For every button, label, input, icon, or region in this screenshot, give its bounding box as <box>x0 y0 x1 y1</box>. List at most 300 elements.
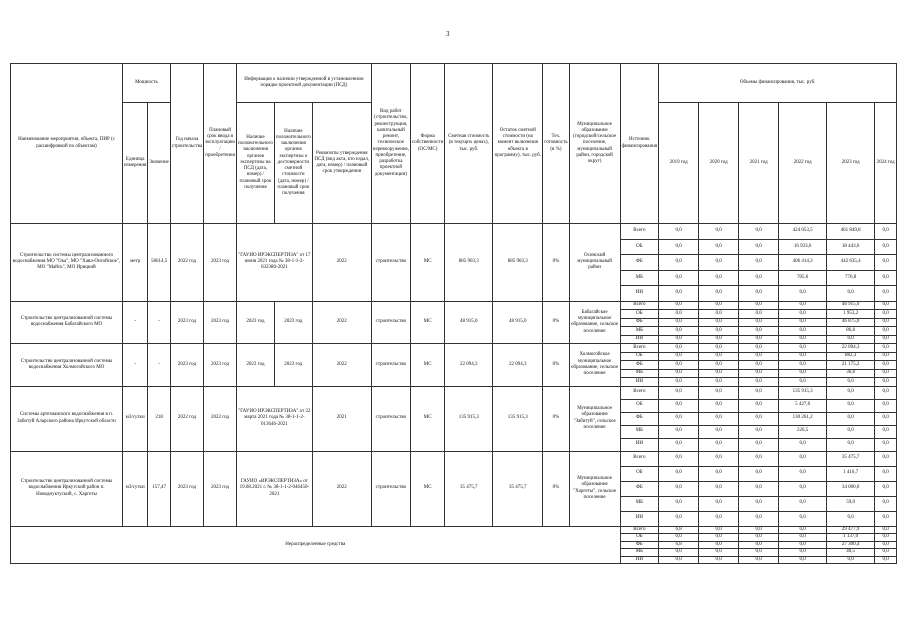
funding-value: 0,0 <box>875 286 897 302</box>
funding-value: 0,0 <box>739 451 779 466</box>
municipality: Муниципальное образование "Забитуй", сельское поселение <box>569 386 620 451</box>
funding-value: 0,0 <box>659 549 699 557</box>
funding-value: 0,0 <box>779 549 827 557</box>
funding-value: 0,0 <box>659 318 699 327</box>
header-psd-conclusion: Наличие положительного заключения органов экспертизы на ПСД (дата, номер) / плановый срок получения <box>237 103 275 224</box>
funding-value: 0,0 <box>739 378 779 387</box>
remaining-cost: 885 903,3 <box>493 224 543 302</box>
funding-value: 0,0 <box>875 526 897 534</box>
plan-year: 2023 год <box>204 451 237 526</box>
funding-value: 0,0 <box>779 369 827 378</box>
funding-source: МБ <box>620 369 659 378</box>
funding-value: 0,0 <box>779 451 827 466</box>
psd-approval: 2021 <box>312 386 371 451</box>
funding-value: 0,0 <box>739 286 779 302</box>
funding-value: 0,0 <box>699 301 739 310</box>
psd-conclusion: "ГАУИО ИРЭКСПЕРТИЗА" от 17 июня 2021 года № 38-1-1-2-032380-2021 <box>237 224 313 302</box>
funding-value: 0,0 <box>875 352 897 361</box>
funding-value: 0,0 <box>699 549 739 557</box>
table-body <box>11 224 897 564</box>
funding-value: 0,0 <box>779 352 827 361</box>
funding-value: 0,0 <box>779 526 827 534</box>
work-type: строительство <box>371 344 410 387</box>
header-psd-info: Информация о наличии утвержденной в установленном порядке проектной документации (ПСД) <box>237 64 372 103</box>
funding-value: 442 635,4 <box>827 255 875 271</box>
funding-value: 0,0 <box>875 425 897 438</box>
funding-value: 0,0 <box>659 496 699 511</box>
funding-value: 48 915,0 <box>827 301 875 310</box>
funding-value: 0,0 <box>699 352 739 361</box>
funding-value: 0,0 <box>875 511 897 526</box>
funding-value: 86,8 <box>827 327 875 336</box>
funding-value: 0,0 <box>875 496 897 511</box>
funding-value: 0,0 <box>827 286 875 302</box>
table-row <box>11 301 897 310</box>
header-start-year: Год начала строительства <box>170 64 203 224</box>
psd-conclusion: ГАУИО «ИРЭКСПЕРТИЗА» от 19.08.2021 г. № 38-1-1-2-046450-2021 <box>237 451 313 526</box>
funding-value: 0,0 <box>659 378 699 387</box>
header-psd-cost-conclusion: Наличие положительного заключения органов экспертизы о достоверности сметной стоимости (дата, номер) / плановый срок получения <box>274 103 312 224</box>
psd-approval: 2022 <box>312 301 371 344</box>
power-unit: - <box>123 301 148 344</box>
funding-value: 0,0 <box>739 310 779 319</box>
funding-value: 0,0 <box>739 361 779 370</box>
funding-value: 0,0 <box>659 481 699 496</box>
readiness: 0% <box>543 451 569 526</box>
funding-source: ОБ <box>620 310 659 319</box>
ownership: МС <box>411 224 445 302</box>
header-year-2022: 2022 год <box>779 103 827 224</box>
psd-approval: 2022 <box>312 224 371 302</box>
funding-value: 0,0 <box>739 481 779 496</box>
funding-value: 0,0 <box>659 361 699 370</box>
funding-value: 0,0 <box>659 511 699 526</box>
funding-value: 0,0 <box>779 481 827 496</box>
municipality: Муниципальное образование "Харгеты", сельское поселение <box>569 451 620 526</box>
funding-value: 0,0 <box>875 534 897 542</box>
funding-value: 0,0 <box>699 335 739 344</box>
psd-cost-conclusion: 2023 год <box>274 344 312 387</box>
plan-year: 2022 год <box>204 386 237 451</box>
funding-source: ИИ <box>620 378 659 387</box>
funding-value: 0,0 <box>875 318 897 327</box>
plan-year: 2023 год <box>204 224 237 302</box>
funding-value: 0,0 <box>827 556 875 564</box>
estimate-cost: 22 094,3 <box>445 344 493 387</box>
header-year-2019: 2019 год <box>659 103 699 224</box>
funding-value: 0,0 <box>659 412 699 425</box>
funding-value: 36,8 <box>827 369 875 378</box>
funding-value: 0,0 <box>659 335 699 344</box>
header-readiness: Тех. готовность (в %) <box>543 64 569 224</box>
header-estimate-cost: Сметная стоимость (в текущих ценах), тыс. руб. <box>445 64 493 224</box>
funding-value: 0,0 <box>659 438 699 451</box>
work-type: строительство <box>371 224 410 302</box>
funding-value: 0,0 <box>659 399 699 412</box>
funding-value: 0,0 <box>779 310 827 319</box>
funding-value: 770,8 <box>827 270 875 286</box>
table-header <box>11 64 897 224</box>
header-power: Мощность <box>123 64 171 103</box>
estimate-cost: 885 903,3 <box>445 224 493 302</box>
funding-value: 0,0 <box>699 327 739 336</box>
funding-source: ОБ <box>620 352 659 361</box>
funding-value: 0,0 <box>699 556 739 564</box>
funding-value: 0,0 <box>827 511 875 526</box>
funding-value: 0,0 <box>779 511 827 526</box>
start-year: 2022 год <box>170 386 203 451</box>
funding-value: 0,0 <box>659 344 699 353</box>
page-number: 3 <box>446 30 450 38</box>
power-value: - <box>148 344 171 387</box>
start-year: 2023 год <box>170 301 203 344</box>
funding-value: 0,0 <box>739 255 779 271</box>
funding-value: 0,0 <box>779 541 827 549</box>
funding-value: 0,0 <box>779 327 827 336</box>
funding-value: 0,0 <box>779 318 827 327</box>
funding-value: 0,0 <box>739 541 779 549</box>
funding-value: 461 849,8 <box>827 224 875 240</box>
funding-value: 0,0 <box>659 270 699 286</box>
funding-value: 0,0 <box>875 399 897 412</box>
funding-value: 5 427,6 <box>779 399 827 412</box>
funding-value: 0,0 <box>699 369 739 378</box>
funding-value: 0,0 <box>875 386 897 399</box>
header-power-unit: Единица измерения <box>123 103 148 224</box>
funding-value: 0,0 <box>659 425 699 438</box>
funding-value: 0,0 <box>699 438 739 451</box>
funding-source: Всего <box>620 224 659 240</box>
funding-source: ФБ <box>620 318 659 327</box>
funding-value: 0,0 <box>699 318 739 327</box>
funding-value: 0,0 <box>739 270 779 286</box>
funding-value: 0,0 <box>875 541 897 549</box>
funding-value: 0,0 <box>699 451 739 466</box>
funding-value: 0,0 <box>779 361 827 370</box>
funding-value: 0,0 <box>827 425 875 438</box>
object-name: Строительство централизованной системы водоснабжения Бабагайского МО <box>11 301 123 344</box>
financing-table <box>10 63 897 564</box>
psd-approval: 2022 <box>312 451 371 526</box>
funding-value: 0,0 <box>779 301 827 310</box>
funding-value: 0,0 <box>699 361 739 370</box>
funding-source: ФБ <box>620 361 659 370</box>
funding-source: Всего <box>620 301 659 310</box>
funding-value: 21 175,2 <box>827 361 875 370</box>
funding-value: 0,0 <box>659 239 699 255</box>
funding-value: 0,0 <box>739 369 779 378</box>
funding-value: 0,0 <box>739 556 779 564</box>
funding-value: 135 915,3 <box>779 386 827 399</box>
funding-value: 0,0 <box>739 534 779 542</box>
funding-value: 0,0 <box>875 369 897 378</box>
funding-source: ОБ <box>620 466 659 481</box>
funding-value: 0,0 <box>699 412 739 425</box>
funding-value: 0,0 <box>739 344 779 353</box>
funding-value: 29 477,9 <box>827 526 875 534</box>
funding-source: ИИ <box>620 438 659 451</box>
funding-value: 0,0 <box>875 378 897 387</box>
funding-value: 0,0 <box>699 270 739 286</box>
estimate-cost: 48 915,0 <box>445 301 493 344</box>
estimate-cost: 135 915,3 <box>445 386 493 451</box>
funding-value: 0,0 <box>699 286 739 302</box>
funding-value: 0,0 <box>779 438 827 451</box>
header-plan-year: Плановый срок ввода в эксплуатацию / приобретения <box>204 64 237 224</box>
funding-value: 0,0 <box>739 496 779 511</box>
funding-value: 0,0 <box>875 255 897 271</box>
remaining-cost: 48 915,0 <box>493 301 543 344</box>
funding-value: 0,0 <box>699 386 739 399</box>
object-name: Системы артезианского водоснабжения в п. Забитуй Аларского района Иркутской области <box>11 386 123 451</box>
funding-value: 0,0 <box>875 335 897 344</box>
funding-value: 0,0 <box>739 301 779 310</box>
unallocated-label: Нераспределенные средства <box>11 526 621 564</box>
ownership: МС <box>411 301 445 344</box>
funding-value: 0,0 <box>875 466 897 481</box>
start-year: 2023 год <box>170 344 203 387</box>
power-unit: м3/сутки <box>123 386 148 451</box>
funding-value: 0,0 <box>875 549 897 557</box>
funding-value: 0,0 <box>739 386 779 399</box>
readiness: 0% <box>543 301 569 344</box>
funding-source: ФБ <box>620 255 659 271</box>
table-row <box>11 224 897 240</box>
funding-value: 0,0 <box>739 511 779 526</box>
funding-source: МБ <box>620 425 659 438</box>
funding-value: 0,0 <box>739 412 779 425</box>
funding-value: 0,0 <box>659 327 699 336</box>
funding-value: 0,0 <box>659 352 699 361</box>
power-value: 157,47 <box>148 451 171 526</box>
remaining-cost: 22 094,3 <box>493 344 543 387</box>
funding-source: ИИ <box>620 335 659 344</box>
funding-value: 0,0 <box>699 511 739 526</box>
funding-value: 1 137,0 <box>827 534 875 542</box>
funding-value: 46 875,0 <box>827 318 875 327</box>
funding-value: 0,0 <box>699 224 739 240</box>
funding-value: 0,0 <box>875 412 897 425</box>
funding-value: 0,0 <box>779 496 827 511</box>
funding-value: 882,3 <box>827 352 875 361</box>
funding-source: ОБ <box>620 399 659 412</box>
funding-value: 226,5 <box>779 425 827 438</box>
funding-value: 59,0 <box>827 496 875 511</box>
funding-value: 0,0 <box>659 301 699 310</box>
ownership: МС <box>411 451 445 526</box>
funding-value: 1 416,7 <box>827 466 875 481</box>
funding-value: 0,0 <box>699 399 739 412</box>
funding-value: 0,0 <box>739 425 779 438</box>
funding-value: 0,0 <box>659 310 699 319</box>
funding-source: Всего <box>620 526 659 534</box>
funding-value: 0,0 <box>827 412 875 425</box>
funding-value: 0,0 <box>659 534 699 542</box>
funding-value: 0,0 <box>875 556 897 564</box>
funding-source: ИИ <box>620 286 659 302</box>
plan-year: 2023 год <box>204 344 237 387</box>
funding-value: 1 953,2 <box>827 310 875 319</box>
object-name: Строительство централизованной системы водоснабжения Холмогойского МО <box>11 344 123 387</box>
readiness: 0% <box>543 224 569 302</box>
funding-value: 0,0 <box>699 255 739 271</box>
funding-value: 0,0 <box>659 386 699 399</box>
funding-value: 0,0 <box>875 301 897 310</box>
funding-value: 0,0 <box>739 438 779 451</box>
funding-value: 0,0 <box>875 438 897 451</box>
funding-value: 0,0 <box>827 438 875 451</box>
funding-source: МБ <box>620 496 659 511</box>
funding-value: 0,0 <box>659 556 699 564</box>
funding-source: ФБ <box>620 412 659 425</box>
plan-year: 2023 год <box>204 301 237 344</box>
funding-source: ИИ <box>620 511 659 526</box>
work-type: строительство <box>371 386 410 451</box>
psd-approval: 2022 <box>312 344 371 387</box>
funding-value: 0,0 <box>875 310 897 319</box>
funding-value: 0,0 <box>827 399 875 412</box>
funding-value: 0,0 <box>699 310 739 319</box>
funding-value: 0,0 <box>699 344 739 353</box>
power-value: - <box>148 301 171 344</box>
header-power-value: Значение <box>148 103 171 224</box>
funding-value: 18 443,6 <box>827 239 875 255</box>
funding-value: 0,0 <box>827 386 875 399</box>
funding-source: МБ <box>620 327 659 336</box>
funding-value: 0,0 <box>739 399 779 412</box>
table-row <box>11 526 897 534</box>
header-psd-approval: Реквизиты утверждения ПСД (вид акта, кто издал, дата, номер) / плановый срок утверждения <box>312 103 371 224</box>
funding-value: 705,6 <box>779 270 827 286</box>
header-remaining-cost: Остаток сметной стоимости (на момент включения объекта в программу), тыс. руб. <box>493 64 543 224</box>
object-name: Строительство централизованной системы водоснабжения Иркутский район п. Новоднуктуский, с. Харгеты <box>11 451 123 526</box>
header-work-type: Вид работ (строительство, реконструкция, капитальный ремонт, техническое перевооружение, приобретение, разработка проектной документации) <box>371 64 410 224</box>
funding-value: 0,0 <box>659 466 699 481</box>
funding-source: Всего <box>620 386 659 399</box>
funding-source: ФБ <box>620 481 659 496</box>
power-unit: метр <box>123 224 148 302</box>
funding-value: 0,0 <box>739 549 779 557</box>
funding-value: 0,0 <box>779 556 827 564</box>
funding-value: 0,0 <box>699 541 739 549</box>
remaining-cost: 135 915,3 <box>493 386 543 451</box>
power-value: 58614,5 <box>148 224 171 302</box>
funding-value: 27 300,4 <box>827 541 875 549</box>
funding-value: 0,0 <box>779 335 827 344</box>
funding-value: 16 933,6 <box>779 239 827 255</box>
header-municipality: Муниципальное образование (городской/сельское поселение, муниципальный район, городской округ) <box>569 64 620 224</box>
funding-value: 0,0 <box>659 224 699 240</box>
funding-value: 22 094,3 <box>827 344 875 353</box>
estimate-cost: 35 475,7 <box>445 451 493 526</box>
start-year: 2022 год <box>170 224 203 302</box>
funding-source: Всего <box>620 451 659 466</box>
funding-value: 34 000,0 <box>827 481 875 496</box>
psd-conclusion: 2023 год <box>237 344 275 387</box>
power-unit: - <box>123 344 148 387</box>
funding-value: 0,0 <box>875 327 897 336</box>
funding-value: 0,0 <box>827 335 875 344</box>
funding-value: 0,0 <box>699 239 739 255</box>
funding-value: 0,0 <box>659 286 699 302</box>
funding-value: 130 261,2 <box>779 412 827 425</box>
municipality: Бабагайское муниципальное образование, сельское поселение <box>569 301 620 344</box>
funding-value: 0,0 <box>739 318 779 327</box>
header-ownership: Форма собственности (ОС/МС) <box>411 64 445 224</box>
funding-value: 0,0 <box>739 335 779 344</box>
funding-value: 0,0 <box>779 534 827 542</box>
funding-value: 0,0 <box>779 286 827 302</box>
funding-value: 0,0 <box>659 451 699 466</box>
funding-value: 0,0 <box>699 526 739 534</box>
header-name: Наименование мероприятия, объекта, ПИР (с расшифровкой по объектам) <box>11 64 123 224</box>
header-volumes: Объемы финансирования, тыс. руб. <box>659 64 897 103</box>
funding-value: 0,0 <box>779 466 827 481</box>
municipality: Холмогойское муниципальное образование, сельское поселение <box>569 344 620 387</box>
funding-value: 0,0 <box>699 425 739 438</box>
remaining-cost: 35 475,7 <box>493 451 543 526</box>
ownership: МС <box>411 344 445 387</box>
table-row <box>11 344 897 353</box>
funding-value: 0,0 <box>875 344 897 353</box>
funding-value: 0,0 <box>739 526 779 534</box>
funding-source: ОБ <box>620 534 659 542</box>
psd-conclusion: 2023 год <box>237 301 275 344</box>
funding-value: 6,8 <box>659 541 699 549</box>
funding-value: 0,0 <box>875 224 897 240</box>
funding-value: 0,0 <box>875 239 897 255</box>
funding-source: ИИ <box>620 556 659 564</box>
psd-conclusion: "ГАУИО ИРЭКСПЕРТИЗА" от 22 марта 2021 года № 38-1-1-2-013646-2021 <box>237 386 313 451</box>
funding-value: 0,0 <box>779 344 827 353</box>
funding-value: 424 053,5 <box>779 224 827 240</box>
table-row <box>11 386 897 399</box>
funding-source: МБ <box>620 270 659 286</box>
header-year-2024: 2024 год <box>875 103 897 224</box>
psd-cost-conclusion: 2023 год <box>274 301 312 344</box>
funding-value: 0,0 <box>739 239 779 255</box>
work-type: строительство <box>371 301 410 344</box>
funding-value: 0,0 <box>739 224 779 240</box>
funding-value: 0,0 <box>875 481 897 496</box>
funding-value: 6,8 <box>659 526 699 534</box>
header-year-2020: 2020 год <box>699 103 739 224</box>
funding-value: 0,0 <box>739 466 779 481</box>
funding-value: 0,0 <box>659 255 699 271</box>
funding-value: 0,0 <box>699 378 739 387</box>
funding-value: 0,0 <box>699 534 739 542</box>
header-funding-source: Источник финансирования <box>620 64 659 224</box>
table-row <box>11 451 897 466</box>
funding-value: 0,0 <box>875 270 897 286</box>
funding-value: 0,0 <box>699 466 739 481</box>
funding-source: МБ <box>620 549 659 557</box>
start-year: 2023 год <box>170 451 203 526</box>
ownership: МС <box>411 386 445 451</box>
readiness: 0% <box>543 344 569 387</box>
funding-source: ФБ <box>620 541 659 549</box>
work-type: строительство <box>371 451 410 526</box>
power-unit: м3/сутки <box>123 451 148 526</box>
power-value: 218 <box>148 386 171 451</box>
readiness: 0% <box>543 386 569 451</box>
funding-value: 35 475,7 <box>827 451 875 466</box>
funding-value: 0,0 <box>739 327 779 336</box>
header-year-2021: 2021 год <box>739 103 779 224</box>
municipality: Осинский муниципальный район <box>569 224 620 302</box>
funding-source: ОБ <box>620 239 659 255</box>
funding-value: 0,0 <box>875 451 897 466</box>
